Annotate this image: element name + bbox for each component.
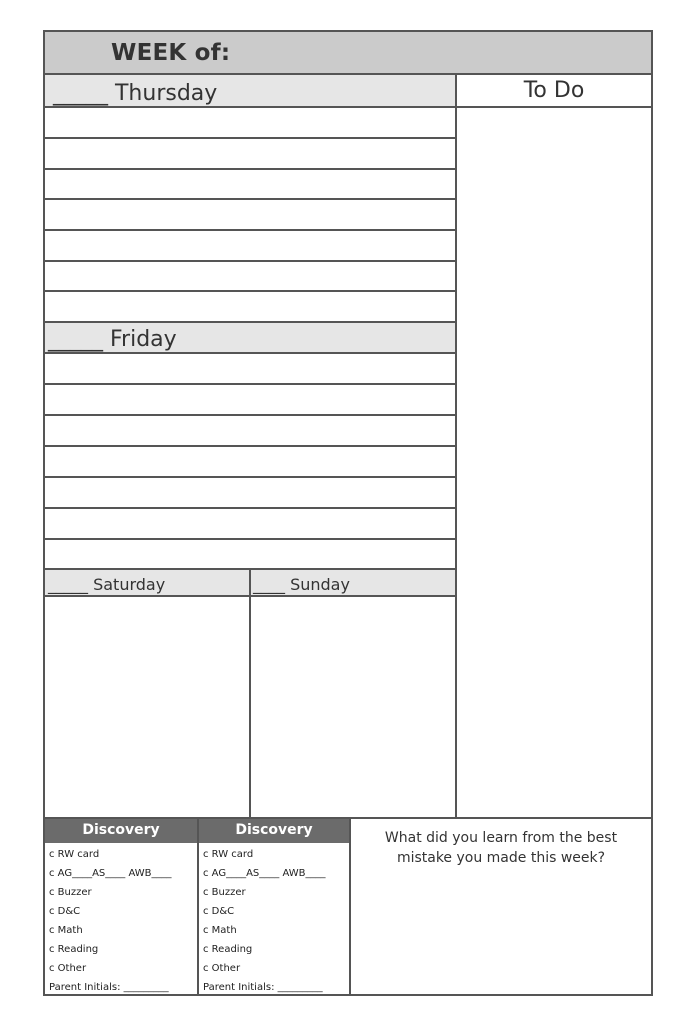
checklist-item-reading[interactable]: c Reading (49, 944, 99, 955)
sunday-label: ____ Sunday (253, 575, 350, 594)
ruled-line (45, 229, 455, 231)
todo-area[interactable] (457, 108, 651, 817)
reflection-question-line-2: mistake you made this week? (396, 850, 606, 866)
saturday-area[interactable] (45, 597, 249, 817)
checklist-item-other[interactable]: c Other (203, 963, 241, 974)
checklist-item-d-and-c[interactable]: c D&C (49, 906, 81, 917)
ruled-line (45, 538, 455, 540)
planner-page (43, 30, 653, 996)
ruled-line (45, 507, 455, 509)
ruled-line (45, 137, 455, 139)
ruled-line (45, 445, 455, 447)
parent-initials-field[interactable]: Parent Initials: _________ (49, 982, 169, 993)
discovery-title: Discovery (199, 819, 349, 843)
saturday-header (45, 568, 250, 597)
saturday-label: _____ Saturday (48, 575, 166, 594)
parent-initials-field[interactable]: Parent Initials: _________ (203, 982, 323, 993)
checklist-item-buzzer[interactable]: c Buzzer (49, 887, 92, 898)
checklist-item-rw-card[interactable]: c RW card (49, 849, 100, 860)
ruled-line (45, 476, 455, 478)
checklist-item-buzzer[interactable]: c Buzzer (203, 887, 246, 898)
sunday-header (250, 568, 455, 597)
discovery-box-1 (45, 819, 197, 994)
todo-header (457, 75, 651, 108)
ruled-line (45, 198, 455, 200)
ruled-line (45, 414, 455, 416)
checklist-item-ag-as-awb[interactable]: c AG____AS____ AWB____ (203, 868, 326, 879)
todo-label: To Do (523, 78, 585, 103)
checklist-item-ag-as-awb[interactable]: c AG____AS____ AWB____ (49, 868, 172, 879)
discovery-box-2 (199, 819, 349, 994)
friday-header (45, 321, 455, 354)
checklist-item-reading[interactable]: c Reading (203, 944, 253, 955)
reflection-question-line-1: What did you learn from the best (384, 830, 618, 846)
ruled-line (45, 383, 455, 385)
checklist-item-math[interactable]: c Math (203, 925, 237, 936)
ruled-line (45, 290, 455, 292)
sunday-area[interactable] (251, 597, 455, 817)
thursday-lines[interactable] (45, 108, 455, 321)
checklist-item-math[interactable]: c Math (49, 925, 83, 936)
discovery-title: Discovery (45, 819, 197, 843)
ruled-line (45, 168, 455, 170)
week-header (45, 32, 651, 75)
ruled-line (45, 260, 455, 262)
friday-lines[interactable] (45, 354, 455, 569)
week-title: WEEK of: (111, 40, 231, 66)
checklist-item-d-and-c[interactable]: c D&C (203, 906, 235, 917)
reflection-box[interactable] (351, 819, 651, 994)
checklist-item-other[interactable]: c Other (49, 963, 87, 974)
thursday-header (45, 75, 455, 108)
thursday-label: _____ Thursday (53, 81, 218, 106)
checklist-item-rw-card[interactable]: c RW card (203, 849, 254, 860)
friday-label: _____ Friday (48, 327, 177, 352)
